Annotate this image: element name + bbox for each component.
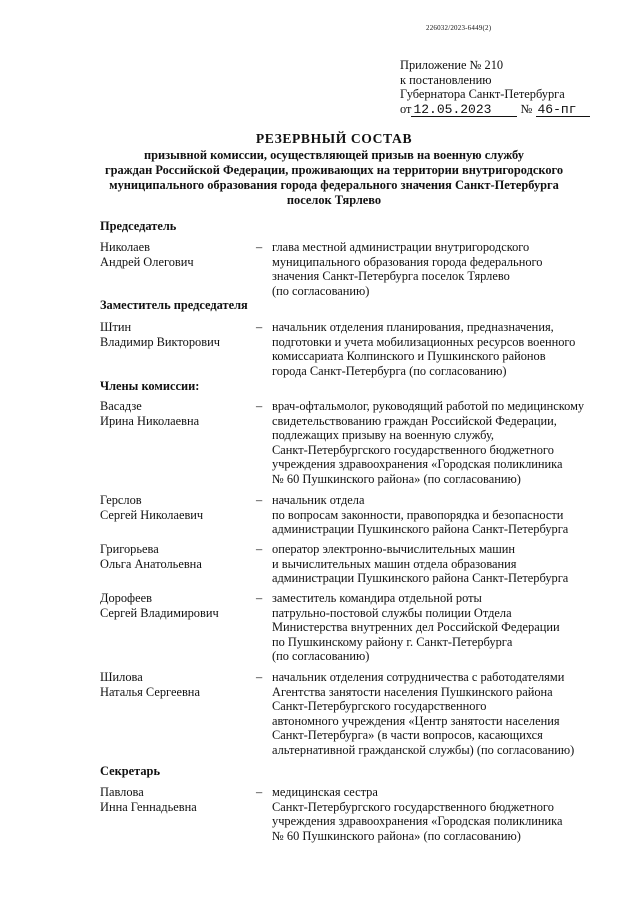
role-line: оператор электронно-вычислительных машин	[272, 542, 516, 556]
surname: Герслов	[100, 493, 142, 507]
role-line: Санкт-Петербургского государственного	[272, 699, 487, 714]
role-line: Министерства внутренних дел Российской Федерации	[272, 620, 560, 635]
dash: –	[256, 785, 263, 799]
given-names: Сергей Владимирович	[100, 605, 219, 620]
role-line: автономного учреждения «Центр занятости населения	[272, 713, 560, 728]
role-line: по вопросам законности, правопорядка и безопасности	[272, 507, 564, 522]
person-role	[272, 320, 608, 378]
given-names: Инна Геннадьевна	[100, 799, 197, 814]
dash: –	[256, 240, 263, 254]
role-line: № 60 Пушкинского района» (по согласованию)	[272, 471, 521, 486]
person-role	[272, 542, 608, 586]
section-chairman: Председатель	[100, 219, 177, 233]
surname: Шилова	[100, 670, 143, 684]
role-line: (по согласованию)	[272, 649, 370, 664]
role-line: глава местной администрации внутригородского	[272, 240, 530, 254]
dash: –	[256, 591, 263, 605]
given-names: Ирина Николаевна	[100, 413, 200, 428]
role-line: свидетельствованию граждан Российской Федерации,	[272, 413, 557, 428]
role-line: Санкт-Петербурга» (в части вопросов, касающихся	[272, 728, 543, 743]
person-name	[100, 493, 255, 522]
dash: –	[256, 542, 263, 556]
role-line: и вычислительных машин отдела образования	[272, 556, 517, 571]
attachment-authority: Губернатора Санкт-Петербурга	[400, 87, 565, 102]
person-name	[100, 399, 255, 428]
person-role	[272, 670, 608, 758]
role-line: № 60 Пушкинского района» (по согласованию)	[272, 828, 521, 843]
decree-date: 12.05.2023	[411, 103, 517, 117]
attachment-header	[400, 58, 590, 117]
section-deputy: Заместитель председателя	[100, 298, 248, 312]
document-title: РЕЗЕРВНЫЙ СОСТАВ	[255, 131, 413, 146]
decree-date-line	[400, 102, 590, 117]
document-title-block	[90, 130, 578, 208]
person-role	[272, 591, 608, 664]
role-line: заместитель командира отдельной роты	[272, 591, 482, 605]
role-line: подготовки и учета мобилизационных ресурсов военного	[272, 334, 576, 349]
role-line: патрульно-постовой службы полиции Отдела	[272, 605, 512, 620]
person-name	[100, 240, 255, 269]
attachment-number: Приложение № 210	[400, 58, 504, 72]
person-name	[100, 591, 255, 620]
person-role	[272, 240, 608, 298]
role-line: Санкт-Петербургского государственного бюджетного	[272, 442, 554, 457]
person-name	[100, 320, 255, 349]
role-line: подлежащих призыву на военную службу,	[272, 428, 495, 443]
role-line: города Санкт-Петербурга (по согласованию)	[272, 363, 507, 378]
role-line: комиссариата Колпинского и Пушкинского районов	[272, 349, 546, 364]
role-line: Санкт-Петербургского государственного бюджетного	[272, 799, 554, 814]
role-line: медицинская сестра	[272, 785, 378, 799]
role-line: значения Санкт-Петербурга поселок Тярлево	[272, 269, 510, 284]
role-line: учреждения здравоохранения «Городская поликлиника	[272, 457, 563, 472]
surname: Дорофеев	[100, 591, 152, 605]
section-secretary: Секретарь	[100, 764, 161, 778]
given-names: Владимир Викторович	[100, 334, 220, 349]
person-role	[272, 493, 608, 537]
person-name	[100, 785, 255, 814]
role-line: по Пушкинскому району г. Санкт-Петербурга	[272, 634, 513, 649]
dash: –	[256, 493, 263, 507]
person-name	[100, 670, 255, 699]
person-name	[100, 542, 255, 571]
subtitle-line: поселок Тярлево	[286, 193, 382, 207]
subtitle-line: муниципального образования города федерального значения Санкт-Петербурга	[109, 178, 559, 192]
surname: Григорьева	[100, 542, 159, 556]
date-prefix: от	[400, 101, 412, 116]
dash: –	[256, 399, 263, 413]
given-names: Ольга Анатольевна	[100, 556, 202, 571]
role-line: врач-офтальмолог, руководящий работой по медицинскому	[272, 399, 585, 413]
attachment-reference: к постановлению	[400, 72, 492, 87]
surname: Штин	[100, 320, 132, 334]
section-members: Члены комиссии:	[100, 379, 200, 393]
surname: Павлова	[100, 785, 144, 799]
decree-number: 46-пг	[536, 103, 590, 117]
role-line: начальник отдела	[272, 493, 365, 507]
role-line: (по согласованию)	[272, 283, 370, 298]
role-line: муниципального образования города федерального	[272, 254, 543, 269]
given-names: Андрей Олегович	[100, 254, 194, 269]
surname: Николаев	[100, 240, 151, 254]
person-role	[272, 399, 608, 487]
subtitle-line: призывной комиссии, осуществляющей призыв на военную службу	[144, 148, 524, 162]
role-line: альтернативной гражданской службы) (по согласованию)	[272, 742, 575, 757]
surname: Васадзе	[100, 399, 142, 413]
dash: –	[256, 320, 263, 334]
given-names: Сергей Николаевич	[100, 507, 204, 522]
dash: –	[256, 670, 263, 684]
person-role	[272, 785, 608, 843]
registration-number: 226032/2023-6449(2)	[426, 24, 492, 32]
role-line: администрации Пушкинского района Санкт-Петербурга	[272, 522, 569, 537]
number-sign: №	[520, 101, 533, 116]
role-line: учреждения здравоохранения «Городская поликлиника	[272, 814, 563, 829]
subtitle-line: граждан Российской Федерации, проживающих на территории внутригородского	[104, 163, 564, 177]
given-names: Наталья Сергеевна	[100, 684, 200, 699]
role-line: Агентства занятости населения Пушкинского района	[272, 684, 553, 699]
role-line: начальник отделения сотрудничества с работодателями	[272, 670, 565, 684]
document-subtitle	[90, 148, 578, 208]
role-line: администрации Пушкинского района Санкт-Петербурга	[272, 571, 569, 586]
role-line: начальник отделения планирования, предназначения,	[272, 320, 554, 334]
